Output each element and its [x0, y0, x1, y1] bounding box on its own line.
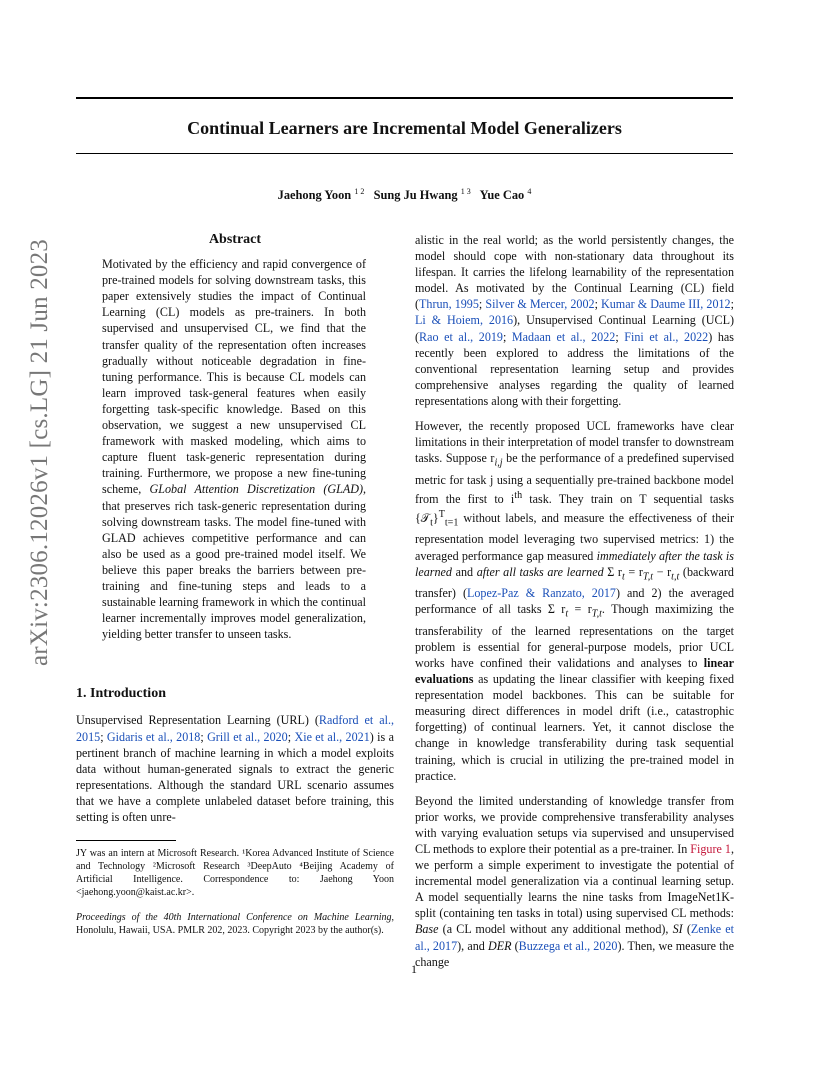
citation-link[interactable]: Li & Hoiem, 2016: [415, 313, 514, 328]
math-text: = r: [568, 602, 592, 617]
author-affiliation: 1 2: [354, 187, 365, 196]
intro-text: ) is a pertinent branch of machine learning in which a model exploits data without human-generated signals to extract the generic representations. Although the standard URL scenario assumes that we have a complete unlabeled dataset before training, this setting is often unre-: [76, 729, 394, 824]
method-name: SI: [672, 922, 683, 937]
citation-link[interactable]: Buzzega et al., 2020: [518, 938, 618, 953]
citation-link[interactable]: Kumar & Daume III, 2012: [601, 297, 731, 312]
top-rule: [76, 97, 733, 99]
author-name: Sung Ju Hwang: [373, 188, 458, 203]
citation-separator: ;: [287, 729, 295, 744]
body-text: without labels, and measure the effectiveness of their representation model leveraging two supervised metrics: 1) the averaged performance gap measured: [415, 510, 734, 563]
title-bottom-rule: [76, 153, 733, 154]
math-text: Σ r: [603, 564, 622, 579]
body-text: ), and: [457, 938, 488, 953]
body-text: ). Then, we measure the change: [415, 938, 734, 969]
intro-paragraph: alistic in the real world; as the world persistently changes, the model should cope with non-stationary data throughout its lifespan. It carries the lifelong learnability of the representation model. As motivated by the Continual Learning (CL) field (Thrun, 1995; Silver & Mercer, 2002; Kumar & Daume III, 2012; Li & Hoiem, 2016), Unsupervised Continual Learning (UCL) (Rao et al., 2019; Madaan et al., 2022; Fini et al., 2022) has recently been explored to address the limitations of the conventional representation learning setup and provides comprehensive analyses regarding the quality of learned representations along with their forgetting.: [415, 233, 734, 408]
proceedings-details: , Honolulu, Hawaii, USA. PMLR 202, 2023. Copyright 2023 by the author(s).: [76, 912, 394, 937]
figure-link[interactable]: Figure 1: [690, 841, 731, 856]
body-text: be the performance of a predefined supervised metric for task j using a sequentially pre-trained backbone model from the first to i: [415, 451, 734, 506]
intro-paragraph: However, the recently proposed UCL frameworks have clear limitations in their interpretation of model transfer to downstream tasks. Suppose $r_{i,j}$ be the performance of a predefined supervised metric for task j using a sequentially pre-trained backbone model from the first to $i^{th}$ task. They train on T sequential tasks {𝒯$_t$}$^T_{t=1}$ without labels, and measure the effectiveness of their representation model leveraging two supervised metrics: 1) the averaged performance gap measured immediately after the task is learned and after all tasks are learned Σ $r_t = r_{T,t} - r_{t,t}$ (backward transfer) (Lopez-Paz & Ranzato, 2017) and 2) the averaged performance of all tasks Σ $r_t = r_{T,t}$. Though maximizing the transferability of the learned representations on the target problem is essential for general-purpose models, prior UCL works have confined their validations and analyses to linear evaluations as updating the linear classifier with keeping fixed representation model backbones. This can be suitable for measuring direct differences in model drift (i.e., catastrophic forgetting) of continual learners. Yet, it cannot disclose the change in knowledge transferability during task sequential training, which is crucial in utilizing the pre-trained model in practice.: [415, 419, 734, 783]
citation-link[interactable]: Fini et al., 2022: [624, 329, 709, 344]
body-text: alistic in the real world; as the world persistently changes, the model should cope with non-stationary data throughout its lifespan. It carries the lifelong learnability of the representation model. As motivated by the Continual Learning (CL) field (: [415, 233, 734, 312]
bold-term: linear evaluations: [415, 655, 734, 687]
body-text: , we perform a simple experiment to investigate the potential of incremental model generalization via a continual learning setup. A model sequentially learns the nine tasks from ImageNet1K-split (containing ten tasks in total) using supervised CL methods:: [415, 841, 734, 921]
abstract-text: , that preserves rich task-generic representation during solving downstream tasks. The model fine-tuned with GLAD achieves competitive performance and can also be used as a good pre-trained model itself. We believe this paper breaks the barriers between pre-training and fine-tuning steps and leads to a sustainable learning framework in which the continual learner incrementally improves model generalization, yielding better transfer to unseen tasks.: [102, 482, 366, 642]
body-text: task. They train on T sequential tasks {𝒯: [415, 491, 734, 525]
body-text: (backward transfer) (: [415, 564, 734, 601]
proceedings-note: [76, 911, 394, 937]
body-text: ), Unsupervised Continual Learning (UCL) (: [415, 313, 734, 344]
body-text: However, the recently proposed UCL frameworks have clear limitations in their interpretation of model transfer to downstream tasks. Suppose r: [415, 419, 734, 466]
author-name: Yue Cao: [479, 188, 525, 203]
emphasis-text: after all tasks are learned: [476, 564, 604, 579]
author-affiliation: 1 3: [460, 187, 471, 196]
citation-separator: ;: [200, 729, 208, 744]
footnote-rule: [76, 840, 176, 841]
math-text: = r: [624, 564, 643, 579]
body-text: ) and 2) the averaged performance of all tasks Σ r: [415, 586, 734, 617]
body-text: (: [511, 938, 519, 953]
citation-link[interactable]: Zenke et al., 2017: [415, 922, 735, 953]
author-name: Jaehong Yoon: [277, 188, 352, 203]
emphasis-text: immediately after the task is learned: [415, 548, 734, 579]
body-text: as updating the linear classifier with keeping fixed representation model backbones. This can be suitable for measuring direct differences in model drift (i.e., catastrophic forgetting) of continual learners. Yet, it cannot disclose the change in knowledge transferability during task sequential training, which is crucial in utilizing the pre-trained model in practice.: [415, 672, 734, 783]
body-text: ) has recently been explored to address the limitations of the conventional representation learning setup and provides comprehensive analyses regarding the quality of learned representations along with their forgetting.: [415, 329, 734, 408]
section-heading-introduction: 1. Introduction: [76, 686, 166, 702]
intro-paragraph: [415, 793, 734, 970]
abstract-text: Motivated by the efficiency and rapid convergence of pre-trained models for solving downstream tasks, this paper extensively studies the impact of Continual Learning (CL) models as pre-trainers. In both supervised and unsupervised CL, we find that the transfer quality of the representation often increases gradually without noticeable degradation in fine-tuning performance. This is because CL models can learn improved task-general features when easily forgetting task-specific knowledge. Based on this observation, we suggest a new unsupervised CL framework with masked modeling, which aims to capture fluent task-generic representation during training. Furthermore, we propose a new fine-tuning scheme,: [102, 257, 366, 497]
abstract-body: [76, 256, 394, 642]
glad-term: GLobal Attention Discretization (GLAD): [149, 482, 363, 497]
author-affiliation: 4: [527, 187, 532, 196]
citation-link[interactable]: Thrun, 1995: [419, 297, 479, 312]
citation-link[interactable]: Gidaris et al., 2018: [106, 729, 201, 744]
citation-link[interactable]: Radford et al., 2015: [76, 713, 394, 744]
citation-link[interactable]: Grill et al., 2020: [207, 729, 288, 744]
intro-paragraph: [76, 712, 394, 825]
affiliation-footnote: JY was an intern at Microsoft Research. ¹Korea Advanced Institute of Science and Technology ²Microsoft Research ³DeepAuto ⁴Beijing Academy of Artificial Intelligence. Correspondence to: Jaehong Yoon <jaehong.yoon@kaist.ac.kr>.: [76, 848, 394, 899]
body-text: . Though maximizing the transferability of the learned representations on the target problem is essential for general-purpose models, prior UCL works have confined their validations and analyses to: [415, 602, 734, 670]
citation-link[interactable]: Xie et al., 2021: [294, 729, 370, 744]
paper-title: Continual Learners are Incremental Model Generalizers: [187, 118, 622, 138]
body-text: (: [682, 922, 691, 937]
author-list: [76, 187, 733, 203]
citation-link[interactable]: Rao et al., 2019: [419, 329, 503, 344]
arxiv-side-stamp: arXiv:2306.12026v1 [cs.LG] 21 Jun 2023: [26, 239, 53, 666]
intro-text: Unsupervised Representation Learning (URL) (: [76, 713, 319, 728]
citation-link[interactable]: Madaan et al., 2022: [511, 329, 616, 344]
citation-link[interactable]: Lopez-Paz & Ranzato, 2017: [467, 586, 616, 601]
citation-link[interactable]: Silver & Mercer, 2002: [485, 297, 595, 312]
proceedings-venue: Proceedings of the 40th International Conference on Machine Learning: [76, 912, 392, 924]
citation-separator: ;: [100, 729, 107, 744]
body-text: (a CL model without any additional method),: [438, 922, 673, 937]
body-text: Beyond the limited understanding of knowledge transfer from prior works, we provide comprehensive transferability analyses with varying evaluation setups via supervised and unsupervised CL methods to explore their potential as a pre-trainer. In: [415, 793, 734, 856]
method-name: Base: [415, 922, 439, 937]
right-column: [415, 232, 734, 979]
body-text: and: [451, 564, 477, 579]
left-column: [76, 232, 394, 937]
abstract-heading: Abstract: [208, 232, 262, 247]
page-number: 1: [411, 962, 417, 976]
method-name: DER: [487, 938, 512, 953]
math-text: − r: [653, 564, 672, 579]
